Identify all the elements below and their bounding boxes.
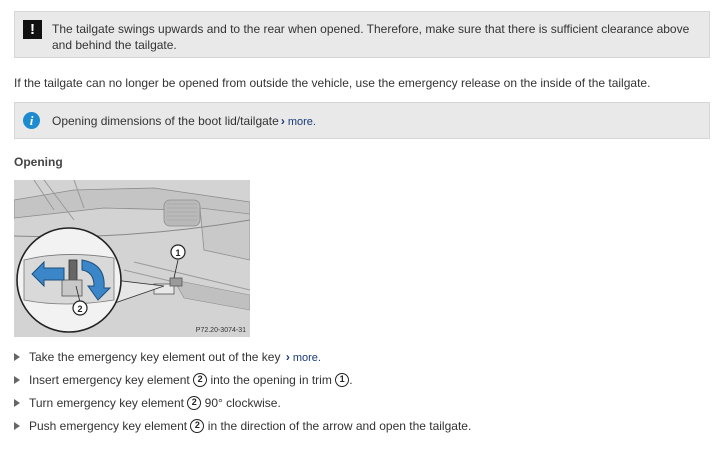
info-box [14,102,710,139]
callout-number-2: 2 [193,373,207,387]
instruction-steps [14,350,471,442]
callout-number-2: 2 [190,419,204,433]
step-3 [14,396,471,419]
callout-number-1: 1 [335,373,349,387]
bullet-arrow-icon [14,353,20,361]
callout-number-2: 2 [187,396,201,410]
step-2-text-before: Insert emergency key element [29,373,190,387]
emergency-release-paragraph: If the tailgate can no longer be opened from outside the vehicle, use the emergency release on the inside of the tailgate. [14,76,651,90]
step-1 [14,350,471,373]
bullet-arrow-icon [14,376,20,384]
callout-2-label: 2 [77,304,83,314]
chevron-right-icon: › [282,350,290,364]
step-4-text-before: Push emergency key element [29,419,188,433]
step-2 [14,373,471,396]
warning-box [14,11,710,58]
step-3-text-after: 90° clockwise. [204,396,281,410]
section-heading: Opening [14,155,63,169]
more-link-key[interactable]: more. [292,352,321,364]
more-link-dimensions[interactable]: more. [287,116,316,128]
info-text-line [52,114,316,129]
bullet-arrow-icon [14,422,20,430]
chevron-right-icon: › [280,114,285,128]
warning-text: The tailgate swings upwards and to the rear when opened. Therefore, make sure that there is sufficient clearance above and behind the tailgate. [52,22,690,52]
exclamation-icon: ! [23,20,42,39]
tailgate-illustration [14,180,250,337]
info-text: Opening dimensions of the boot lid/tailgate [52,114,279,128]
callout-1-label: 1 [175,248,181,258]
bullet-arrow-icon [14,399,20,407]
step-4 [14,419,471,442]
figure-code: P72.20-3074-31 [195,327,246,334]
info-icon: i [23,112,40,129]
tailgate-interior-drawing [14,180,250,337]
step-2-text-after: . [349,373,353,387]
step-1-text: Take the emergency key element out of the key [29,350,281,364]
step-2-text-middle: into the opening in trim [210,373,332,387]
step-3-text-before: Turn emergency key element [29,396,184,410]
step-4-text-after: in the direction of the arrow and open the tailgate. [207,419,472,433]
